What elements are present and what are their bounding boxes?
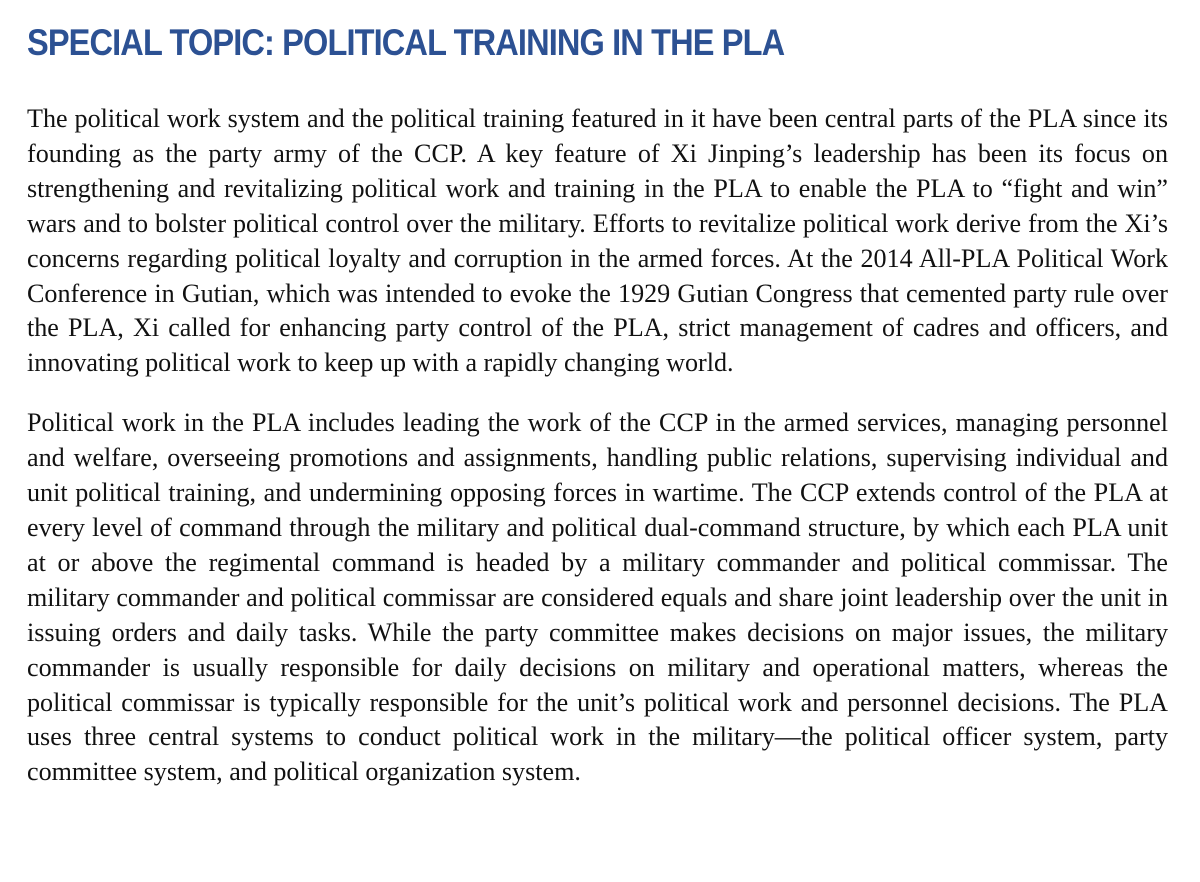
body-paragraph-2: Political work in the PLA includes leading the work of the CCP in the armed services, managing personnel and welfare, overseeing promotions and assignments, handling public relations, supervising individual and unit political training, and undermining opposing forces in wartime. The CCP extends control of the PLA at every level of command through the military and political dual-command structure, by which each PLA unit at or above the regimental command is headed by a military commander and political commissar. The military commander and political commissar are considered equals and share joint leadership over the unit in issuing orders and daily tasks. While the party committee makes decisions on major issues, the military commander is usually responsible for daily decisions on military and operational matters, whereas the political commissar is typically responsible for the unit’s political work and personnel decisions. The PLA uses three central systems to conduct political work in the military—the political officer system, party committee system, and political organization system.: [27, 408, 1168, 787]
body-paragraph-1: The political work system and the political training featured in it have been central parts of the PLA since its founding as the party army of the CCP. A key feature of Xi Jinping’s leadership has been its focus on strengthening and revitalizing political work and training in the PLA to enable the PLA to “fight and win” wars and to bolster political control over the military. Efforts to revitalize political work derive from the Xi’s concerns regarding political loyalty and corruption in the armed forces. At the 2014 All-PLA Political Work Conference in Gutian, which was intended to evoke the 1929 Gutian Congress that cemented party rule over the PLA, Xi called for enhancing party control of the PLA, strict management of cadres and officers, and innovating political work to keep up with a rapidly changing world.: [27, 104, 1168, 378]
page-title: SPECIAL TOPIC: POLITICAL TRAINING IN THE PLA: [27, 22, 785, 63]
